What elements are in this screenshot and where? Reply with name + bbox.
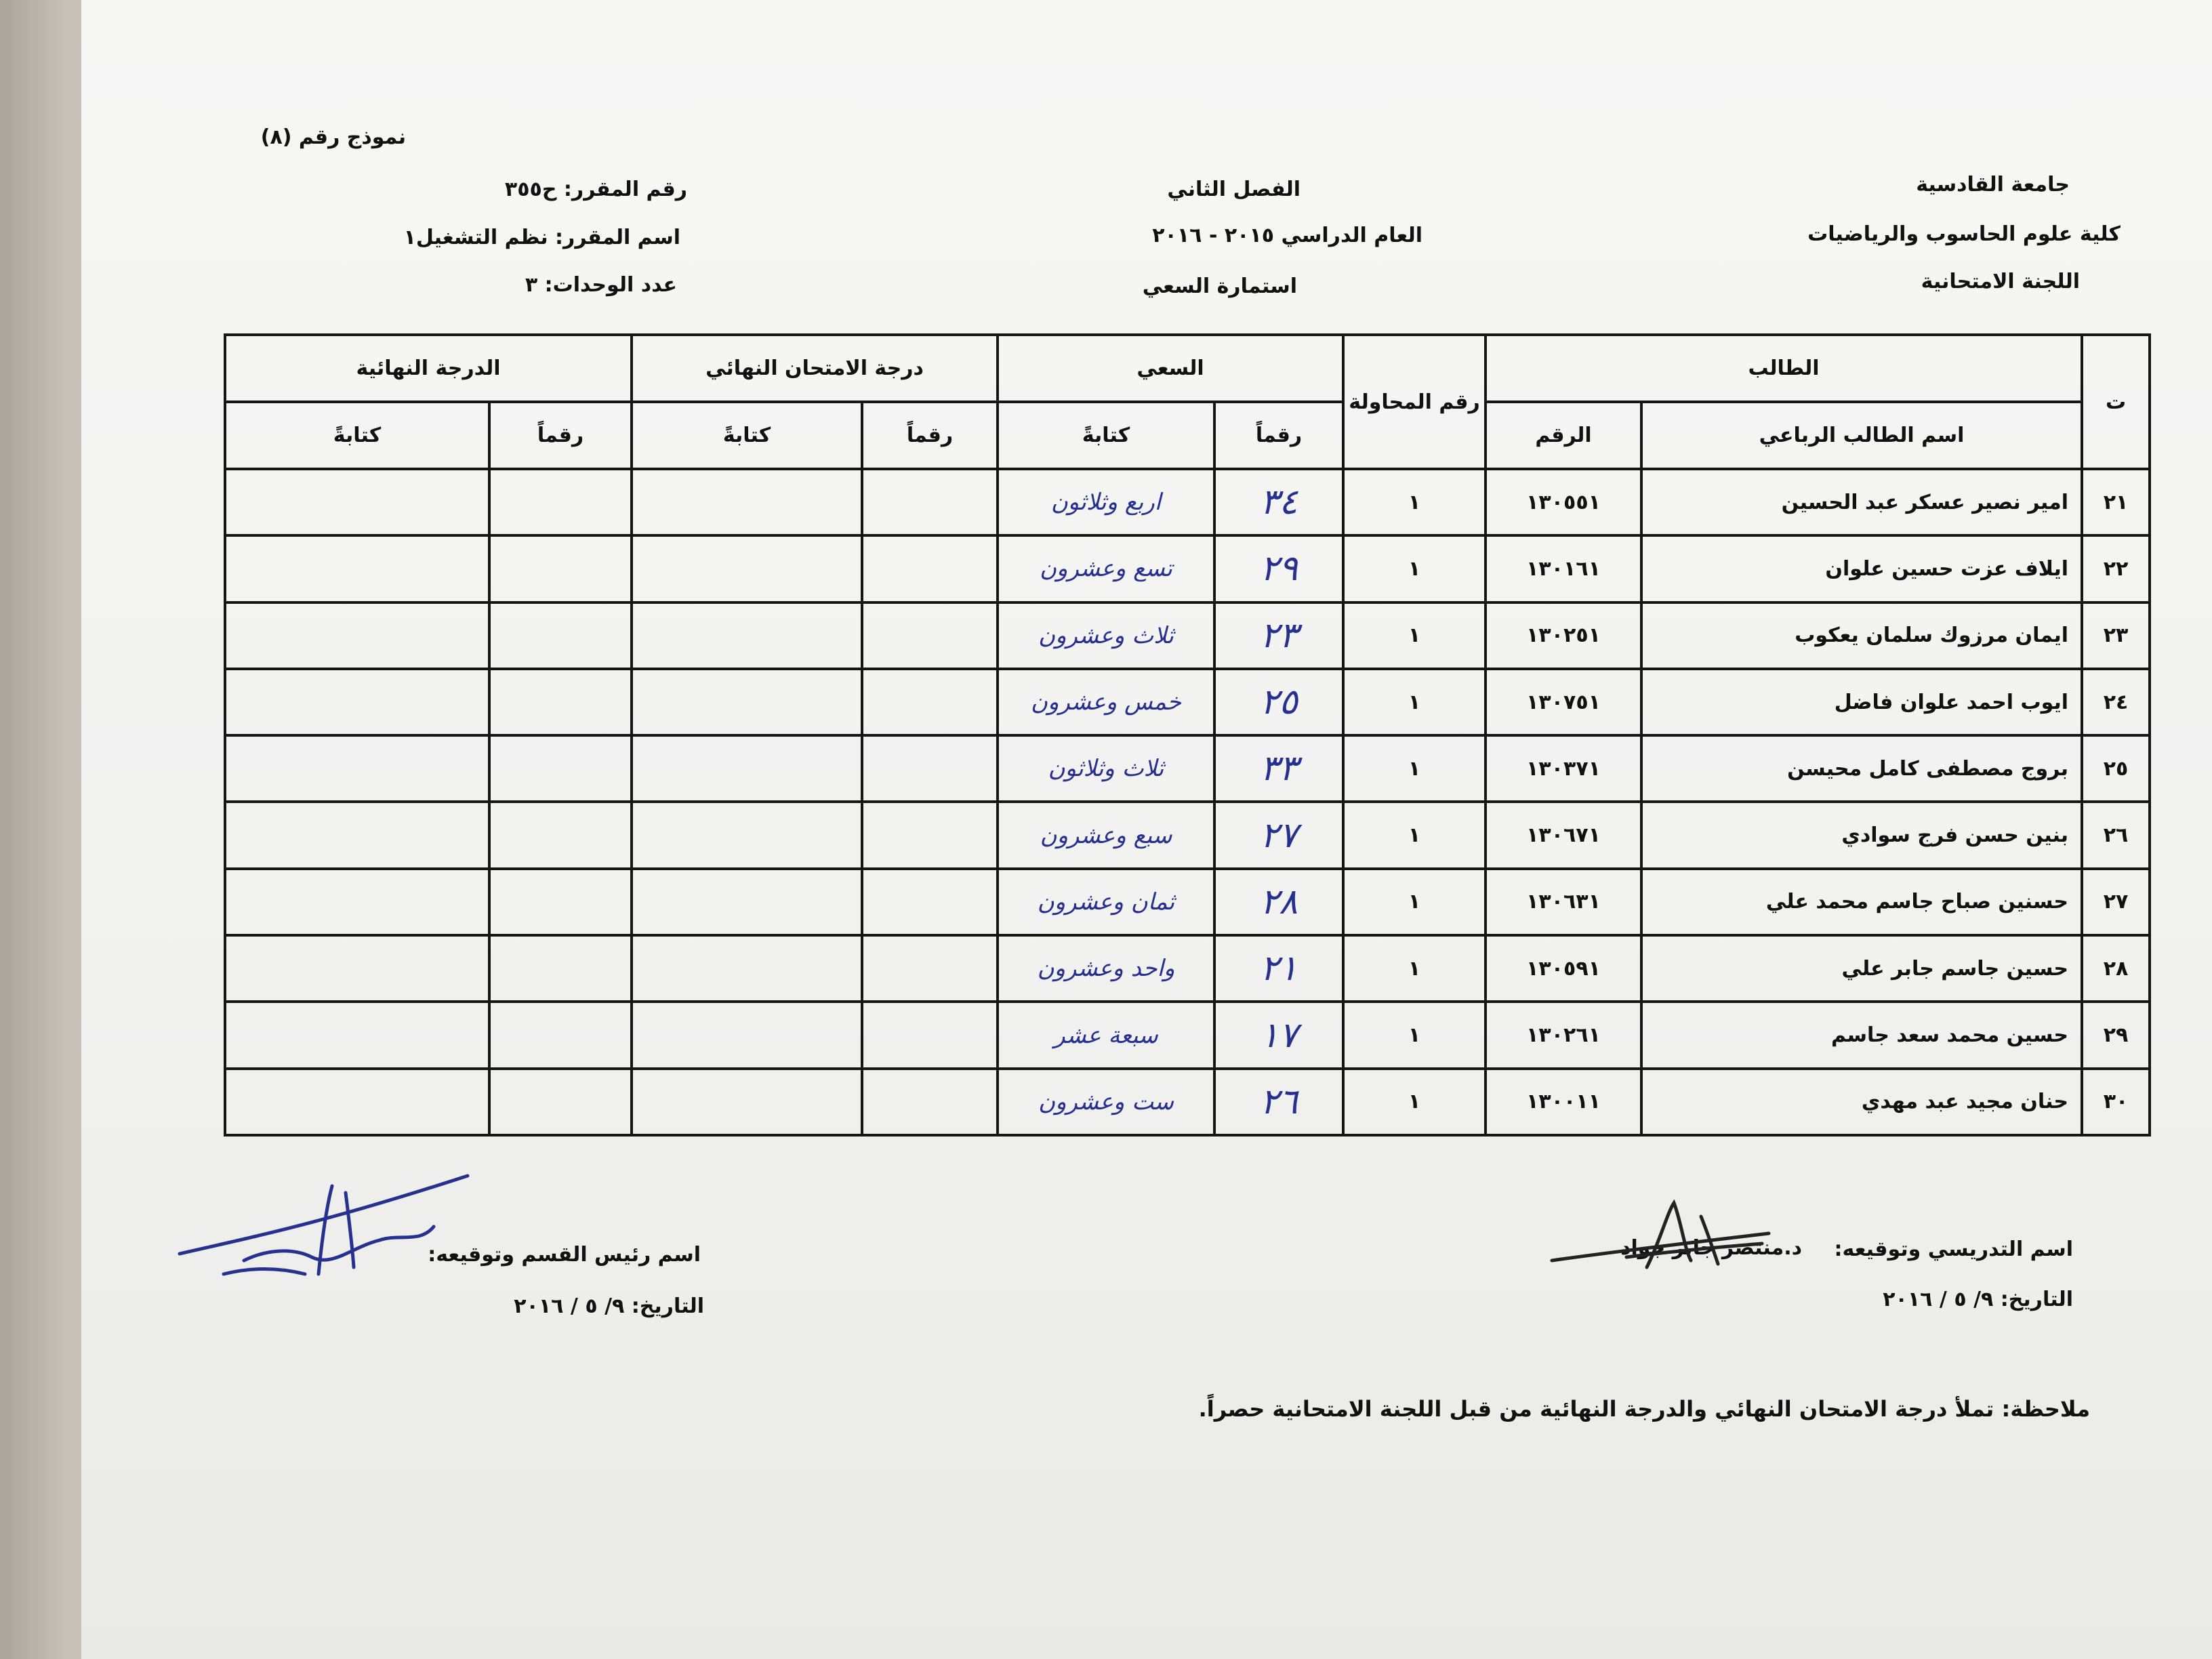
row-index: ٢٧ (2082, 869, 2150, 935)
effort-digits: ١٧ (1214, 1002, 1343, 1068)
col-final-digits-header: رقماً (489, 402, 632, 469)
effort-words: خمس وعشرون (998, 669, 1214, 735)
student-name: حسنين صباح جاسم محمد علي (1641, 869, 2082, 935)
head-label: اسم رئيس القسم وتوقيعه: (428, 1243, 701, 1267)
final-digits-cell (489, 935, 632, 1002)
col-exam-words-header: كتابةً (632, 402, 862, 469)
attempt-number: ١ (1343, 1069, 1486, 1135)
row-index: ٢٣ (2082, 602, 2150, 669)
effort-words: ثلاث وثلاثون (998, 735, 1214, 802)
final-words-cell (225, 869, 489, 935)
table-row (225, 535, 2150, 602)
final-words-cell (225, 669, 489, 735)
student-name: بنين حسن فرج سوادي (1641, 802, 2082, 868)
col-student-name-header: اسم الطالب الرباعي (1641, 402, 2082, 469)
final-digits-cell (489, 469, 632, 535)
table-row (225, 869, 2150, 935)
student-name: حسين جاسم جابر علي (1641, 935, 2082, 1002)
student-number: ١٣٠١٦١ (1486, 535, 1641, 602)
form-title: استمارة السعي (1142, 274, 1297, 298)
attempt-number: ١ (1343, 1002, 1486, 1068)
academic-year: العام الدراسي ٢٠١٥ - ٢٠١٦ (1152, 224, 1422, 247)
exam-digits-cell (862, 802, 998, 868)
row-index: ٢٥ (2082, 735, 2150, 802)
final-words-cell (225, 535, 489, 602)
final-digits-cell (489, 869, 632, 935)
exam-digits-cell (862, 602, 998, 669)
instructor-name: د.منتصر جابر جواد (1620, 1236, 1802, 1260)
exam-words-cell (632, 602, 862, 669)
course-code: رقم المقرر: ح٣٥٥ (504, 178, 687, 201)
attempt-number: ١ (1343, 802, 1486, 868)
committee-name: اللجنة الامتحانية (1921, 270, 2080, 293)
final-digits-cell (489, 602, 632, 669)
exam-digits-cell (862, 535, 998, 602)
final-digits-cell (489, 535, 632, 602)
attempt-number: ١ (1343, 935, 1486, 1002)
course-name: اسم المقرر: نظم التشغيل١ (403, 226, 680, 249)
exam-digits-cell (862, 735, 998, 802)
student-name: ايلاف عزت حسين علوان (1641, 535, 2082, 602)
col-index-header: ت (2082, 335, 2150, 469)
university-name: جامعة القادسية (1916, 173, 2070, 197)
effort-words: اربع وثلاثون (998, 469, 1214, 535)
col-attempt-header: رقم المحاولة (1343, 335, 1486, 469)
final-digits-cell (489, 1069, 632, 1135)
exam-words-cell (632, 669, 862, 735)
student-number: ١٣٠٥٥١ (1486, 469, 1641, 535)
form-number: نموذج رقم (٨) (260, 125, 406, 149)
col-exam-digits-header: رقماً (862, 402, 998, 469)
final-words-cell (225, 602, 489, 669)
effort-digits: ٢٩ (1214, 535, 1343, 602)
table-row (225, 1002, 2150, 1068)
student-name: ايمان مرزوك سلمان يعكوب (1641, 602, 2082, 669)
head-date: التاريخ: ٩/ ٥ / ٢٠١٦ (514, 1294, 704, 1318)
attempt-number: ١ (1343, 535, 1486, 602)
exam-words-cell (632, 802, 862, 868)
student-name: حنان مجيد عبد مهدي (1641, 1069, 2082, 1135)
effort-digits: ٢٣ (1214, 602, 1343, 669)
exam-words-cell (632, 935, 862, 1002)
final-words-cell (225, 1069, 489, 1135)
col-effort-header: السعي (998, 335, 1343, 402)
final-words-cell (225, 469, 489, 535)
exam-words-cell (632, 469, 862, 535)
final-digits-cell (489, 1002, 632, 1068)
head-signature (176, 1166, 474, 1288)
final-digits-cell (489, 735, 632, 802)
exam-words-cell (632, 735, 862, 802)
student-name: ايوب احمد علوان فاضل (1641, 669, 2082, 735)
exam-digits-cell (862, 869, 998, 935)
col-final-words-header: كتابةً (225, 402, 489, 469)
table-row (225, 469, 2150, 535)
semester: الفصل الثاني (1167, 178, 1300, 201)
final-digits-cell (489, 669, 632, 735)
effort-digits: ٢١ (1214, 935, 1343, 1002)
table-row (225, 802, 2150, 868)
row-index: ٢٦ (2082, 802, 2150, 868)
instructor-date: التاريخ: ٩/ ٥ / ٢٠١٦ (1883, 1288, 2073, 1311)
effort-words: ثلاث وعشرون (998, 602, 1214, 669)
student-number: ١٣٠٧٥١ (1486, 669, 1641, 735)
student-number: ١٣٠٠١١ (1486, 1069, 1641, 1135)
effort-words: ثمان وعشرون (998, 869, 1214, 935)
row-index: ٢١ (2082, 469, 2150, 535)
attempt-number: ١ (1343, 469, 1486, 535)
effort-digits: ٣٤ (1214, 469, 1343, 535)
attempt-number: ١ (1343, 735, 1486, 802)
exam-words-cell (632, 1069, 862, 1135)
student-name: بروج مصطفى كامل محيسن (1641, 735, 2082, 802)
student-number: ١٣٠٥٩١ (1486, 935, 1641, 1002)
student-number: ١٣٠٢٦١ (1486, 1002, 1641, 1068)
table-row (225, 935, 2150, 1002)
effort-words: تسع وعشرون (998, 535, 1214, 602)
col-student-header: الطالب (1486, 335, 2082, 402)
effort-digits: ٢٥ (1214, 669, 1343, 735)
student-number: ١٣٠٦٧١ (1486, 802, 1641, 868)
final-words-cell (225, 1002, 489, 1068)
final-words-cell (225, 735, 489, 802)
effort-digits: ٣٣ (1214, 735, 1343, 802)
attempt-number: ١ (1343, 869, 1486, 935)
exam-digits-cell (862, 1069, 998, 1135)
exam-digits-cell (862, 935, 998, 1002)
col-final-exam-header: درجة الامتحان النهائي (632, 335, 998, 402)
student-number: ١٣٠٢٥١ (1486, 602, 1641, 669)
table-row (225, 669, 2150, 735)
table-row (225, 1069, 2150, 1135)
effort-words: سبعة عشر (998, 1002, 1214, 1068)
effort-words: واحد وعشرون (998, 935, 1214, 1002)
effort-digits: ٢٨ (1214, 869, 1343, 935)
exam-digits-cell (862, 669, 998, 735)
student-number: ١٣٠٦٣١ (1486, 869, 1641, 935)
table-row (225, 735, 2150, 802)
final-words-cell (225, 935, 489, 1002)
instructor-label: اسم التدريسي وتوقيعه: (1834, 1237, 2073, 1261)
student-name: امير نصير عسكر عبد الحسين (1641, 469, 2082, 535)
exam-words-cell (632, 1002, 862, 1068)
final-digits-cell (489, 802, 632, 868)
college-name: كلية علوم الحاسوب والرياضيات (1807, 222, 2121, 246)
effort-words: ست وعشرون (998, 1069, 1214, 1135)
row-index: ٢٤ (2082, 669, 2150, 735)
exam-digits-cell (862, 1002, 998, 1068)
table-row (225, 602, 2150, 669)
exam-words-cell (632, 535, 862, 602)
col-student-number-header: الرقم (1486, 402, 1641, 469)
final-words-cell (225, 802, 489, 868)
student-name: حسين محمد سعد جاسم (1641, 1002, 2082, 1068)
instructor-signature (1545, 1193, 1816, 1281)
row-index: ٢٢ (2082, 535, 2150, 602)
col-effort-words-header: كتابةً (998, 402, 1214, 469)
row-index: ٣٠ (2082, 1069, 2150, 1135)
col-effort-digits-header: رقماً (1214, 402, 1343, 469)
col-final-grade-header: الدرجة النهائية (225, 335, 632, 402)
footer-note: ملاحظة: تملأ درجة الامتحان النهائي والدرجة النهائية من قبل اللجنة الامتحانية حصراً. (1198, 1396, 2090, 1422)
effort-digits: ٢٦ (1214, 1069, 1343, 1135)
effort-digits: ٢٧ (1214, 802, 1343, 868)
exam-digits-cell (862, 469, 998, 535)
student-number: ١٣٠٣٧١ (1486, 735, 1641, 802)
attempt-number: ١ (1343, 669, 1486, 735)
effort-words: سبع وعشرون (998, 802, 1214, 868)
row-index: ٢٨ (2082, 935, 2150, 1002)
course-units: عدد الوحدات: ٣ (525, 273, 677, 297)
attempt-number: ١ (1343, 602, 1486, 669)
grades-table (224, 333, 2151, 1136)
row-index: ٢٩ (2082, 1002, 2150, 1068)
exam-words-cell (632, 869, 862, 935)
